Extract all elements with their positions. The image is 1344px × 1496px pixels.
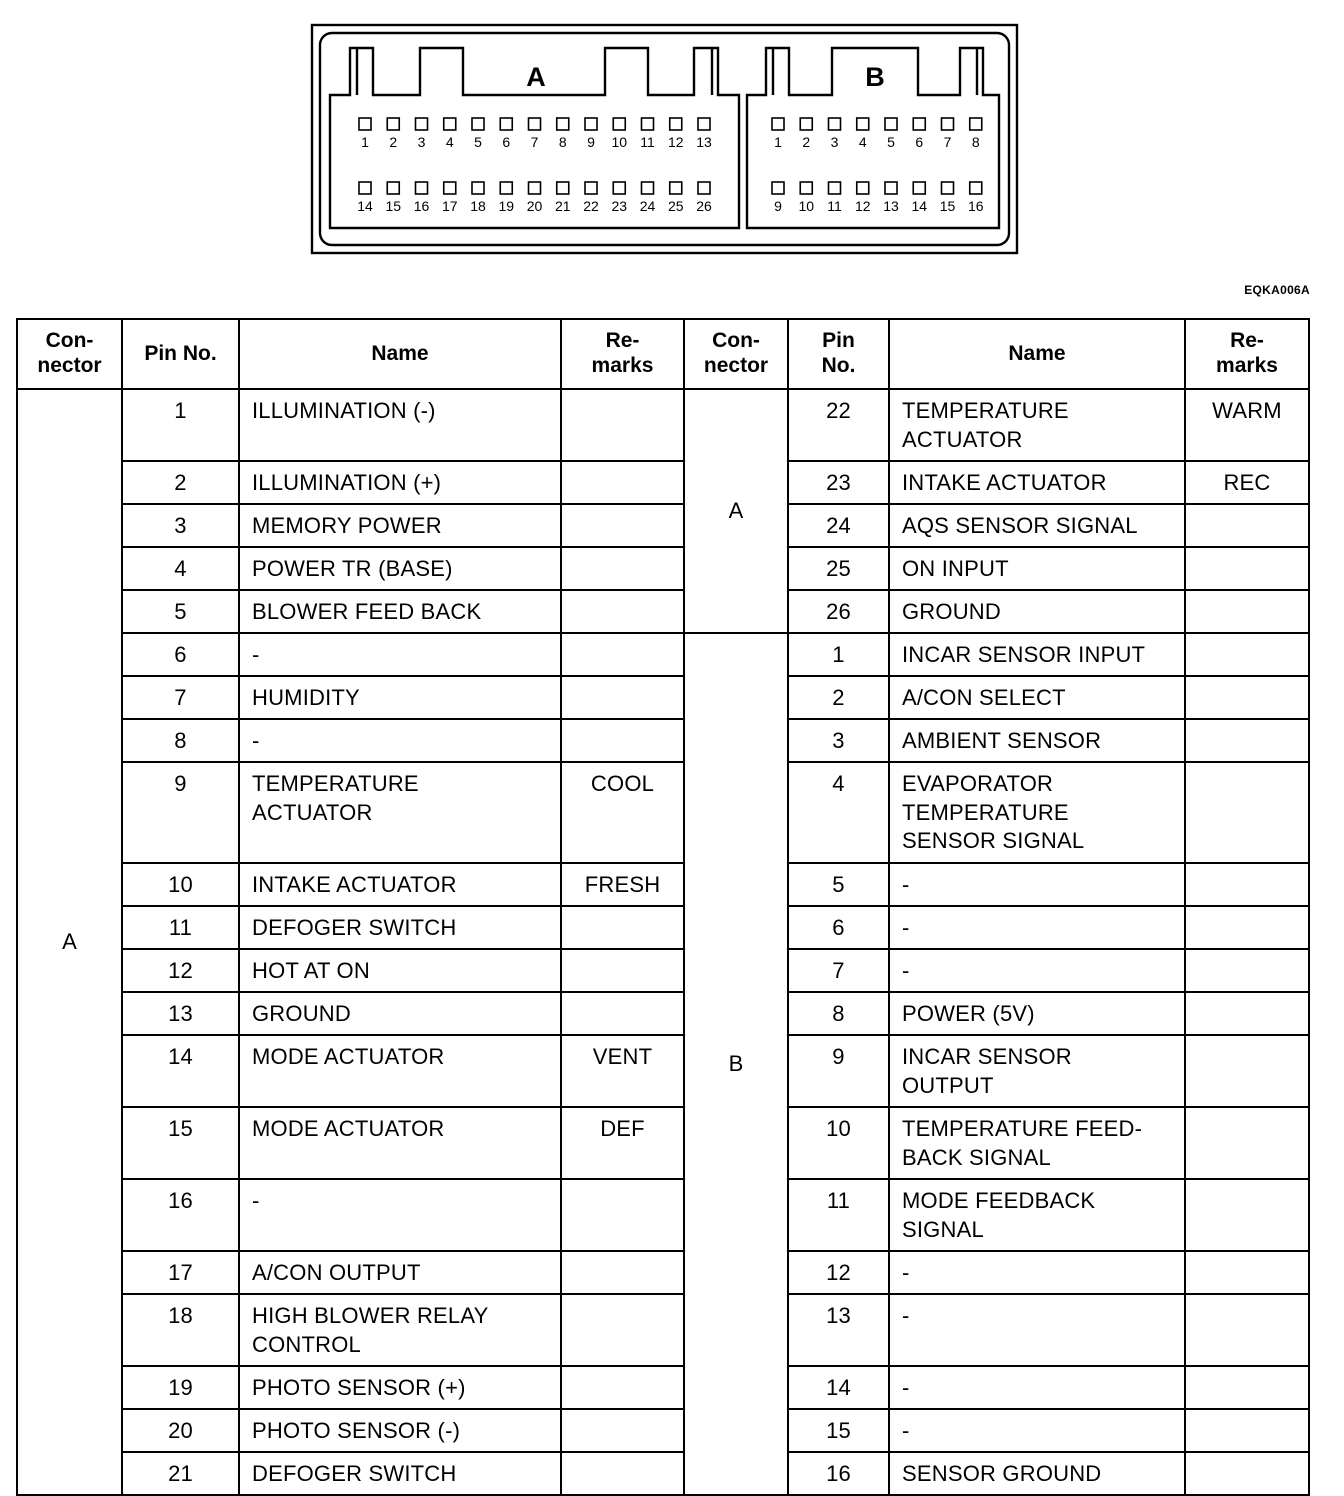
remarks-cell [561,676,684,719]
pin-box [387,182,399,194]
pin-cell-right: 4 [788,762,889,863]
remarks-cell-right [1185,1251,1309,1294]
pin-box [942,118,954,130]
name-cell: A/CON OUTPUT [239,1251,561,1294]
remarks-cell [561,1409,684,1452]
pin-cell-right: 1 [788,633,889,676]
name-cell-right: A/CON SELECT [889,676,1185,719]
name-cell-right: - [889,1294,1185,1366]
pin-cell-right: 10 [788,1107,889,1179]
remarks-cell-right [1185,992,1309,1035]
pin-number: 7 [530,134,539,150]
pin-box [500,118,512,130]
pin-number: 5 [887,134,895,150]
name-cell-right: EVAPORATOR TEMPERATURE SENSOR SIGNAL [889,762,1185,863]
pin-box [772,118,784,130]
pin-box [529,182,541,194]
remarks-cell [561,949,684,992]
name-cell: DEFOGER SWITCH [239,906,561,949]
table-row [17,1452,1309,1495]
pin-cell-right: 24 [788,504,889,547]
name-cell-right: TEMPERATURE ACTUATOR [889,389,1185,461]
table-row [17,1035,1309,1107]
table-row [17,590,1309,633]
remarks-cell-right [1185,504,1309,547]
name-cell: HIGH BLOWER RELAY CONTROL [239,1294,561,1366]
remarks-cell-right: WARM [1185,389,1309,461]
remarks-cell-right: REC [1185,461,1309,504]
pin-number: 9 [587,134,595,150]
table-row [17,633,1309,676]
name-cell: INTAKE ACTUATOR [239,863,561,906]
pin-number: 1 [361,134,369,150]
remarks-cell-right [1185,1107,1309,1179]
pin-cell: 2 [122,461,239,504]
name-cell-right: MODE FEEDBACK SIGNAL [889,1179,1185,1251]
pin-number: 22 [583,198,599,214]
pin-number: 9 [774,198,782,214]
pin-box [885,118,897,130]
remarks-cell [561,1452,684,1495]
pin-cell: 4 [122,547,239,590]
name-cell-right: INCAR SENSOR OUTPUT [889,1035,1185,1107]
table-row [17,1107,1309,1179]
pin-box [885,182,897,194]
pin-number: 2 [802,134,811,150]
name-cell-right: - [889,906,1185,949]
pin-box [472,182,484,194]
pin-cell: 10 [122,863,239,906]
pin-number: 15 [385,198,402,214]
remarks-cell [561,1251,684,1294]
table-row [17,906,1309,949]
pin-number: 11 [827,198,842,214]
pin-cell: 11 [122,906,239,949]
name-cell: MEMORY POWER [239,504,561,547]
name-cell-right: INCAR SENSOR INPUT [889,633,1185,676]
pin-cell: 17 [122,1251,239,1294]
name-cell: DEFOGER SWITCH [239,1452,561,1495]
name-cell-right: AMBIENT SENSOR [889,719,1185,762]
remarks-cell-right [1185,633,1309,676]
col-name-header: Name [239,319,561,389]
remarks-cell-right [1185,863,1309,906]
remarks-cell-right [1185,590,1309,633]
name-cell-right: - [889,863,1185,906]
remarks-cell-right [1185,1366,1309,1409]
pin-box [642,182,654,194]
pin-number: 13 [883,198,899,214]
name-cell-right: GROUND [889,590,1185,633]
table-row [17,1294,1309,1366]
remarks-cell-right [1185,1035,1309,1107]
pin-cell-right: 25 [788,547,889,590]
remarks-cell-right [1185,1452,1309,1495]
pin-cell: 6 [122,633,239,676]
pin-cell: 14 [122,1035,239,1107]
pin-number: 10 [611,134,628,150]
remarks-cell [561,590,684,633]
pin-box [670,182,682,194]
pin-number: 14 [911,198,928,214]
pin-cell: 1 [122,389,239,461]
pin-number: 1 [774,134,782,150]
pin-number: 6 [502,134,511,150]
remarks-cell [561,1179,684,1251]
remarks-cell [561,547,684,590]
remarks-cell-right [1185,1179,1309,1251]
remarks-cell [561,633,684,676]
pin-cell-right: 26 [788,590,889,633]
pin-cell-right: 23 [788,461,889,504]
table-row [17,547,1309,590]
pin-number: 21 [554,198,571,214]
table-row [17,762,1309,863]
pin-box [359,118,371,130]
connector-label-b: B [865,62,885,92]
pin-cell-right: 3 [788,719,889,762]
table-row [17,504,1309,547]
remarks-cell-right [1185,676,1309,719]
connector-diagram [0,0,1344,280]
pin-box [613,118,625,130]
remarks-cell [561,1294,684,1366]
pin-number: 11 [640,134,655,150]
pin-number: 8 [971,134,980,150]
pin-cell: 3 [122,504,239,547]
col-name-header-right: Name [889,319,1185,389]
table-row [17,1366,1309,1409]
pin-box [970,182,982,194]
table-header-row [17,319,1309,389]
name-cell-right: - [889,949,1185,992]
pin-box [557,182,569,194]
pin-number: 18 [470,198,486,214]
name-cell: MODE ACTUATOR [239,1035,561,1107]
pin-box [800,118,812,130]
name-cell: - [239,719,561,762]
pin-number: 23 [611,198,628,214]
pin-cell: 19 [122,1366,239,1409]
pin-number: 2 [389,134,398,150]
pin-box [829,118,841,130]
remarks-cell-right [1185,1409,1309,1452]
table-row [17,1409,1309,1452]
pin-cell-right: 2 [788,676,889,719]
pin-cell: 21 [122,1452,239,1495]
pin-number: 7 [943,134,952,150]
remarks-cell-right [1185,719,1309,762]
pin-box [613,182,625,194]
name-cell: - [239,1179,561,1251]
remarks-cell [561,461,684,504]
table-row [17,1179,1309,1251]
remarks-cell-right [1185,762,1309,863]
remarks-cell-right [1185,906,1309,949]
pin-number: 3 [417,134,426,150]
pin-number: 4 [858,134,867,150]
name-cell-right: INTAKE ACTUATOR [889,461,1185,504]
remarks-cell-right [1185,547,1309,590]
name-cell-right: SENSOR GROUND [889,1452,1185,1495]
pin-number: 16 [413,198,430,214]
name-cell-right: TEMPERATURE FEED- BACK SIGNAL [889,1107,1185,1179]
pin-cell-right: 9 [788,1035,889,1107]
pin-cell-right: 7 [788,949,889,992]
pin-number: 24 [639,198,656,214]
table-row [17,719,1309,762]
table-row [17,676,1309,719]
pin-cell: 9 [122,762,239,863]
pin-number: 16 [967,198,984,214]
name-cell-right: ON INPUT [889,547,1185,590]
name-cell: HUMIDITY [239,676,561,719]
pin-cell-right: 13 [788,1294,889,1366]
pin-box [416,118,428,130]
name-cell: MODE ACTUATOR [239,1107,561,1179]
col-remarks-header: Re- marks [561,319,684,389]
connector-pins [357,62,984,214]
name-cell: TEMPERATURE ACTUATOR [239,762,561,863]
connector-cell-right-a: A [684,389,788,633]
pin-cell-right: 8 [788,992,889,1035]
name-cell: - [239,633,561,676]
pin-number: 17 [441,198,458,214]
table-row [17,1251,1309,1294]
pin-box [387,118,399,130]
remarks-cell-right [1185,1294,1309,1366]
pin-cell-right: 14 [788,1366,889,1409]
pin-number: 12 [667,134,684,150]
pin-number: 14 [357,198,373,214]
pin-number: 19 [498,198,515,214]
pin-box [970,118,982,130]
name-cell-right: - [889,1366,1185,1409]
pin-box [698,182,710,194]
pin-number: 5 [474,134,482,150]
pin-cell-right: 6 [788,906,889,949]
pin-box [670,118,682,130]
name-cell: BLOWER FEED BACK [239,590,561,633]
name-cell-right: - [889,1251,1185,1294]
col-pin-header: Pin No. [122,319,239,389]
remarks-cell [561,906,684,949]
table-row [17,461,1309,504]
pin-number: 12 [854,198,871,214]
pin-number: 26 [696,198,712,214]
pin-box [772,182,784,194]
name-cell-right: POWER (5V) [889,992,1185,1035]
pin-cell: 7 [122,676,239,719]
name-cell: GROUND [239,992,561,1035]
pin-number: 10 [798,198,815,214]
col-connector-header-right: Con- nector [684,319,788,389]
remarks-cell: FRESH [561,863,684,906]
pin-assignment-table [16,318,1310,1496]
pin-number: 15 [939,198,956,214]
name-cell: PHOTO SENSOR (-) [239,1409,561,1452]
name-cell: POWER TR (BASE) [239,547,561,590]
pin-box [942,182,954,194]
pin-cell: 18 [122,1294,239,1366]
table-row [17,992,1309,1035]
pin-cell-right: 22 [788,389,889,461]
pin-cell: 15 [122,1107,239,1179]
name-cell: ILLUMINATION (+) [239,461,561,504]
remarks-cell: VENT [561,1035,684,1107]
pin-number: 4 [445,134,454,150]
pin-box [913,182,925,194]
connector-cell-left: A [17,389,122,1495]
pin-box [529,118,541,130]
remarks-cell [561,389,684,461]
pin-cell-right: 16 [788,1452,889,1495]
pin-box [359,182,371,194]
remarks-cell: COOL [561,762,684,863]
pin-box [800,182,812,194]
pin-number: 3 [830,134,839,150]
remarks-cell [561,992,684,1035]
remarks-cell [561,719,684,762]
pin-box [857,118,869,130]
name-cell-right: AQS SENSOR SIGNAL [889,504,1185,547]
pin-number: 20 [526,198,543,214]
pin-box [585,118,597,130]
pin-number: 13 [696,134,712,150]
pin-box [444,182,456,194]
pin-cell: 12 [122,949,239,992]
remarks-cell: DEF [561,1107,684,1179]
pin-number: 8 [558,134,567,150]
name-cell: HOT AT ON [239,949,561,992]
pin-box [500,182,512,194]
pin-cell-right: 12 [788,1251,889,1294]
pin-box [472,118,484,130]
pin-number: 25 [667,198,684,214]
pin-box [416,182,428,194]
connector-cell-right-b: B [684,633,788,1495]
pin-box [642,118,654,130]
remarks-cell [561,504,684,547]
remarks-cell-right [1185,949,1309,992]
pin-box [698,118,710,130]
pin-cell: 8 [122,719,239,762]
col-pin-header-right: Pin No. [788,319,889,389]
table-row [17,863,1309,906]
diagram-code: EQKA006A [1244,283,1310,297]
pin-cell: 13 [122,992,239,1035]
col-connector-header: Con- nector [17,319,122,389]
pin-number: 6 [915,134,924,150]
pin-box [913,118,925,130]
name-cell-right: - [889,1409,1185,1452]
table-body [17,389,1309,1495]
name-cell: ILLUMINATION (-) [239,389,561,461]
pin-box [857,182,869,194]
remarks-cell [561,1366,684,1409]
table-row [17,949,1309,992]
pin-cell: 20 [122,1409,239,1452]
pin-cell-right: 5 [788,863,889,906]
col-remarks-header-right: Re- marks [1185,319,1309,389]
pin-cell: 5 [122,590,239,633]
pin-box [585,182,597,194]
connector-label-a: A [526,62,546,92]
pin-box [557,118,569,130]
name-cell: PHOTO SENSOR (+) [239,1366,561,1409]
pin-cell-right: 15 [788,1409,889,1452]
pin-cell: 16 [122,1179,239,1251]
table-row [17,389,1309,461]
pin-cell-right: 11 [788,1179,889,1251]
pin-box [829,182,841,194]
pin-box [444,118,456,130]
